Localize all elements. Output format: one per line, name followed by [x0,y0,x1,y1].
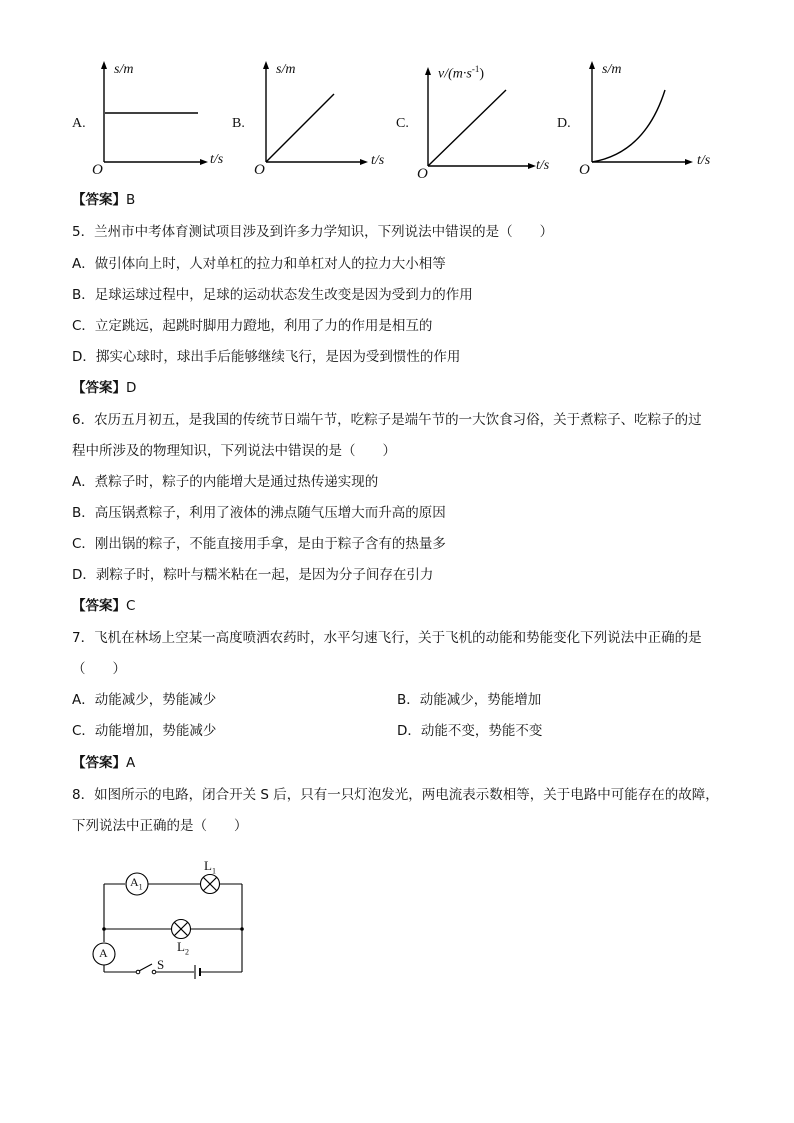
ammeter-a1-label: $A_1$ [130,875,143,892]
q6-option-a: A．煮粽子时，粽子的内能增大是通过热传递实现的 [72,474,379,490]
graph-c-data-line [428,90,506,166]
graph-a-origin: O [92,162,103,178]
graph-b-data-line [266,94,334,162]
answer-q6: 【答案】C [72,598,136,614]
q6-stem-line1: 6．农历五月初五，是我国的传统节日端午节，吃粽子是端午节的一大饮食习俗，关于煮粽子、吃粽子的过 [72,412,702,428]
graph-d-data-curve [592,90,665,162]
q7-option-b: B．动能减少，势能增加 [397,692,542,708]
q7-option-d: D．动能不变，势能不变 [397,723,543,739]
answer-q7: 【答案】A [72,755,136,771]
graph-c-x-label: t/s [536,158,550,173]
graph-a-y-label: s/m [114,62,134,77]
graph-d [555,58,725,188]
graph-d-x-label: t/s [697,153,711,168]
graph-b-origin: O [254,162,265,178]
q5-option-a: A．做引体向上时，人对单杠的拉力和单杠对人的拉力大小相等 [72,256,446,272]
q6-stem-line2: 程中所涉及的物理知识，下列说法中错误的是（ ） [72,443,396,459]
q8-stem-line1: 8．如图所示的电路，闭合开关 S 后，只有一只灯泡发光，两电流表示数相等，关于电路中可能存在的故障， [72,787,719,803]
q7-option-c: C．动能增加，势能减少 [72,723,217,739]
q5-option-b: B．足球运球过程中，足球的运动状态发生改变是因为受到力的作用 [72,287,473,303]
answer-q4: 【答案】B [72,192,136,208]
lamp-l1 [201,875,220,894]
lamp-l2 [172,920,191,939]
graph-d-y-label: s/m [602,62,622,77]
graph-c [394,58,564,188]
q7-stem-line1: 7．飞机在林场上空某一高度喷洒农药时，水平匀速飞行，关于飞机的动能和势能变化下列说法中正确的是 [72,630,702,646]
graph-a-x-label: t/s [210,152,224,167]
graph-b-option: B. [232,116,245,131]
graph-c-origin: O [417,166,428,182]
switch-s-label: S [157,957,165,972]
lamp-l1-label: $L_1$ [204,858,216,876]
switch-s [139,964,152,971]
graph-b [230,58,385,188]
q6-option-c: C．刚出锅的粽子，不能直接用手拿，是由于粽子含有的热量多 [72,536,446,552]
graph-c-y-label: $v/(m\cdot s^{-1})$ [438,64,484,82]
graph-b-svg [230,58,380,188]
circuit-diagram [88,854,258,984]
ammeter-a-label: A [99,946,108,960]
q7-option-a: A．动能减少，势能减少 [72,692,217,708]
graph-a-option: A. [72,116,86,131]
graph-b-y-label: s/m [276,62,296,77]
lamp-l2-label: $L_2$ [177,939,189,957]
q6-option-d: D．剥粽子时，粽叶与糯米粘在一起，是因为分子间存在引力 [72,567,434,583]
graph-c-option: C. [396,116,409,131]
q5-option-d: D．掷实心球时，球出手后能够继续飞行，是因为受到惯性的作用 [72,349,461,365]
q5-stem: 5．兰州市中考体育测试项目涉及到许多力学知识，下列说法中错误的是（ ） [72,224,554,240]
circuit-svg [88,854,258,984]
q7-stem-line2: （ ） [72,661,126,677]
graph-d-origin: O [579,162,590,178]
q6-option-b: B．高压锅煮粽子，利用了液体的沸点随气压增大而升高的原因 [72,505,446,521]
graph-d-option: D. [557,116,571,131]
q5-option-c: C．立定跳远，起跳时脚用力蹬地，利用了力的作用是相互的 [72,318,433,334]
graph-b-x-label: t/s [371,153,385,168]
graph-a-svg [70,58,210,188]
graph-a [70,58,224,188]
answer-q5: 【答案】D [72,380,137,396]
q8-stem-line2: 下列说法中正确的是（ ） [72,818,248,834]
